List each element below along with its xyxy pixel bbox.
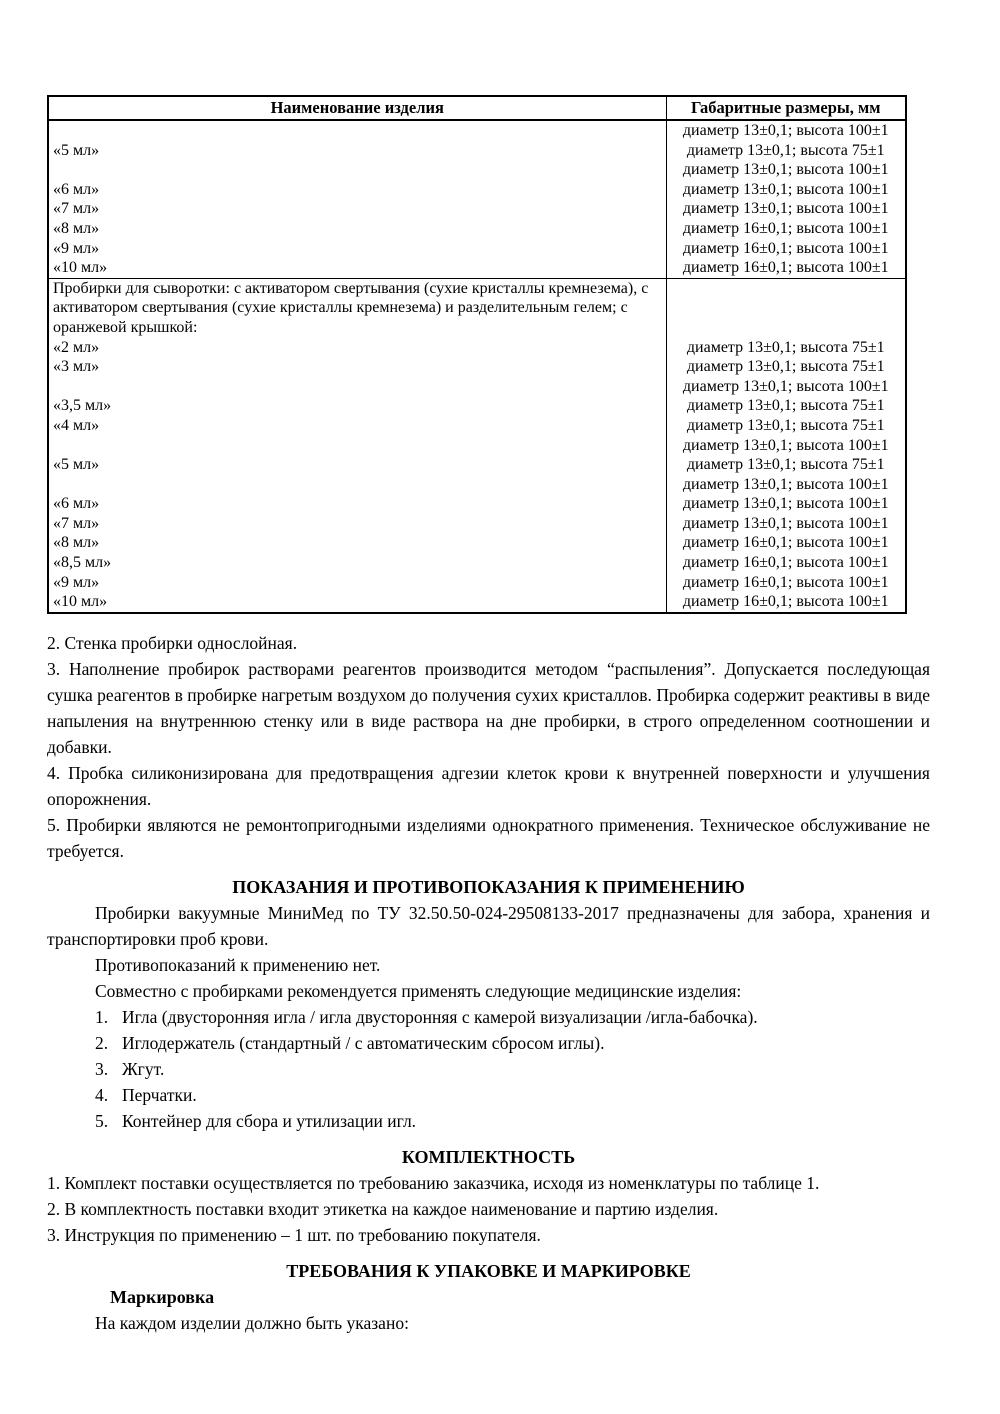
section-heading-packaging: ТРЕБОВАНИЯ К УПАКОВКЕ И МАРКИРОВКЕ <box>286 1260 691 1281</box>
dimension-value: диаметр 13±0,1; высота 100±1 <box>682 180 889 198</box>
dimension-value: диаметр 16±0,1; высота 100±1 <box>682 239 889 257</box>
product-name <box>49 436 666 456</box>
product-name <box>49 377 666 397</box>
dimension-value: диаметр 13±0,1; высота 100±1 <box>682 436 889 454</box>
column-header-dimensions: Габаритные размеры, мм <box>666 96 906 120</box>
paragraph-reagent-filling: 3. Наполнение пробирок растворами реагентов производится методом “распыления”. Допускается последующая сушка реагентов в пробирке нагретым воздухом до получения сухих кристаллов. Пробирка содержит реактивы в виде напыления на внутреннюю стенку или в виде раствора на дне пробирки, в строго определенном соотношении и добавки. <box>47 658 930 757</box>
subheading-marking: Маркировка <box>110 1286 215 1307</box>
product-name: «8,5 мл» <box>53 554 112 572</box>
paragraph-label: 2. В комплектность поставки входит этикетка на каждое наименование и партию изделия. <box>47 1198 719 1219</box>
dimension-value: диаметр 13±0,1; высота 100±1 <box>682 475 889 493</box>
paragraph-instruction-copy: 3. Инструкция по применению – 1 шт. по требованию покупателя. <box>47 1224 541 1245</box>
list-item <box>47 1030 930 1056</box>
product-name: «8 мл» <box>53 219 100 237</box>
paragraph-single-use: 5. Пробирки являются не ремонтопригодными изделиями однократного применения. Техническое обслуживание не требуется. <box>47 814 930 861</box>
paragraph-purpose: Пробирки вакуумные МиниМед по ТУ 32.50.50-024-29508133-2017 предназначены для забора, хранения и транспортировки проб крови. <box>47 902 930 949</box>
dimension-value: диаметр 13±0,1; высота 100±1 <box>682 200 889 218</box>
list-item-number: 1. <box>95 1006 109 1027</box>
column-header-product-name: Наименование изделия <box>48 96 666 120</box>
dimension-value: диаметр 13±0,1; высота 100±1 <box>682 122 889 139</box>
product-name: «2 мл» <box>53 338 100 356</box>
section-heading-completeness: КОМПЛЕКТНОСТЬ <box>401 1146 576 1167</box>
product-names-cell <box>48 120 666 278</box>
paragraph-tube-wall: 2. Стенка пробирки однослойная. <box>47 632 298 653</box>
list-item-number: 2. <box>95 1032 109 1053</box>
list-item <box>47 1108 930 1134</box>
dimension-value: диаметр 13±0,1; высота 100±1 <box>682 514 889 532</box>
product-name <box>49 160 666 180</box>
product-names-cell <box>48 278 666 613</box>
dimension-value: диаметр 13±0,1; высота 75±1 <box>686 358 885 376</box>
list-item-text: Иглодержатель (стандартный / с автоматическим сбросом иглы). <box>122 1032 605 1053</box>
list-item-text: Жгут. <box>122 1058 165 1079</box>
product-name: «5 мл» <box>53 141 100 159</box>
product-name: «4 мл» <box>53 416 100 434</box>
paragraph-contraindications: Противопоказаний к применению нет. <box>95 954 381 975</box>
paragraph-delivery-set: 1. Комплект поставки осуществляется по требованию заказчика, исходя из номенклатуры по таблице 1. <box>47 1172 820 1193</box>
product-group-description: Пробирки для сыворотки: с активатором свертывания (сухие кристаллы кремнезема), с активатором свертывания (сухие кристаллы кремнезема) и разделительным гелем; с оранжевой крышкой: <box>53 279 649 336</box>
section-heading-indications: ПОКАЗАНИЯ И ПРОТИВОПОКАЗАНИЯ К ПРИМЕНЕНИЮ <box>232 876 745 897</box>
product-name: «8 мл» <box>53 534 100 552</box>
list-item <box>47 1004 930 1030</box>
list-item-text: Перчатки. <box>122 1084 197 1105</box>
paragraph-stopper: 4. Пробка силиконизирована для предотвращения адгезии клеток крови к внутренней поверхности и улучшения опорожнения. <box>47 762 930 809</box>
dimension-value: диаметр 13±0,1; высота 100±1 <box>682 495 889 513</box>
list-item-number: 5. <box>95 1110 109 1131</box>
product-spec-table <box>47 95 907 614</box>
product-name: «9 мл» <box>53 239 100 257</box>
recommended-devices-list <box>47 1004 930 1134</box>
dimension-value: диаметр 16±0,1; высота 100±1 <box>682 259 889 277</box>
product-name: «3 мл» <box>53 358 100 376</box>
product-name: «5 мл» <box>53 456 100 474</box>
product-name: «6 мл» <box>53 495 100 513</box>
dimension-value: диаметр 13±0,1; высота 75±1 <box>686 141 885 159</box>
product-name: «10 мл» <box>53 259 108 277</box>
table-header-row <box>48 96 906 120</box>
product-name: «3,5 мл» <box>53 397 112 415</box>
table-section-row <box>48 278 906 613</box>
product-name <box>49 475 666 495</box>
dimension-value: диаметр 13±0,1; высота 75±1 <box>686 397 885 415</box>
dimension-value: диаметр 16±0,1; высота 100±1 <box>682 573 889 591</box>
list-item <box>47 1082 930 1108</box>
product-name: «9 мл» <box>53 573 100 591</box>
paragraph-marking-intro: На каждом изделии должно быть указано: <box>95 1312 409 1333</box>
product-name: «7 мл» <box>53 200 100 218</box>
list-item-number: 3. <box>95 1058 109 1079</box>
dimensions-cell <box>666 120 906 278</box>
product-name: «10 мл» <box>53 593 108 611</box>
product-name: «6 мл» <box>53 180 100 198</box>
dimension-value: диаметр 16±0,1; высота 100±1 <box>682 593 889 611</box>
dimension-value: диаметр 16±0,1; высота 100±1 <box>682 219 889 237</box>
list-item-text: Контейнер для сбора и утилизации игл. <box>122 1110 417 1131</box>
paragraph-recommended-intro: Совместно с пробирками рекомендуется применять следующие медицинские изделия: <box>95 980 742 1001</box>
dimension-value: диаметр 16±0,1; высота 100±1 <box>682 534 889 552</box>
dimension-value: диаметр 13±0,1; высота 100±1 <box>682 377 889 395</box>
dimension-value: диаметр 16±0,1; высота 100±1 <box>682 554 889 572</box>
dimension-value: диаметр 13±0,1; высота 100±1 <box>682 161 889 179</box>
dimension-value: диаметр 13±0,1; высота 75±1 <box>686 416 885 434</box>
dimension-value: диаметр 13±0,1; высота 75±1 <box>686 456 885 474</box>
dimensions-cell <box>666 278 906 613</box>
list-item-text: Игла (двусторонняя игла / игла двусторонняя с камерой визуализации /игла-бабочка). <box>122 1006 758 1027</box>
list-item <box>47 1056 930 1082</box>
table-section-row <box>48 120 906 278</box>
dimension-value: диаметр 13±0,1; высота 75±1 <box>686 338 885 356</box>
product-name: «7 мл» <box>53 514 100 532</box>
list-item-number: 4. <box>95 1084 109 1105</box>
